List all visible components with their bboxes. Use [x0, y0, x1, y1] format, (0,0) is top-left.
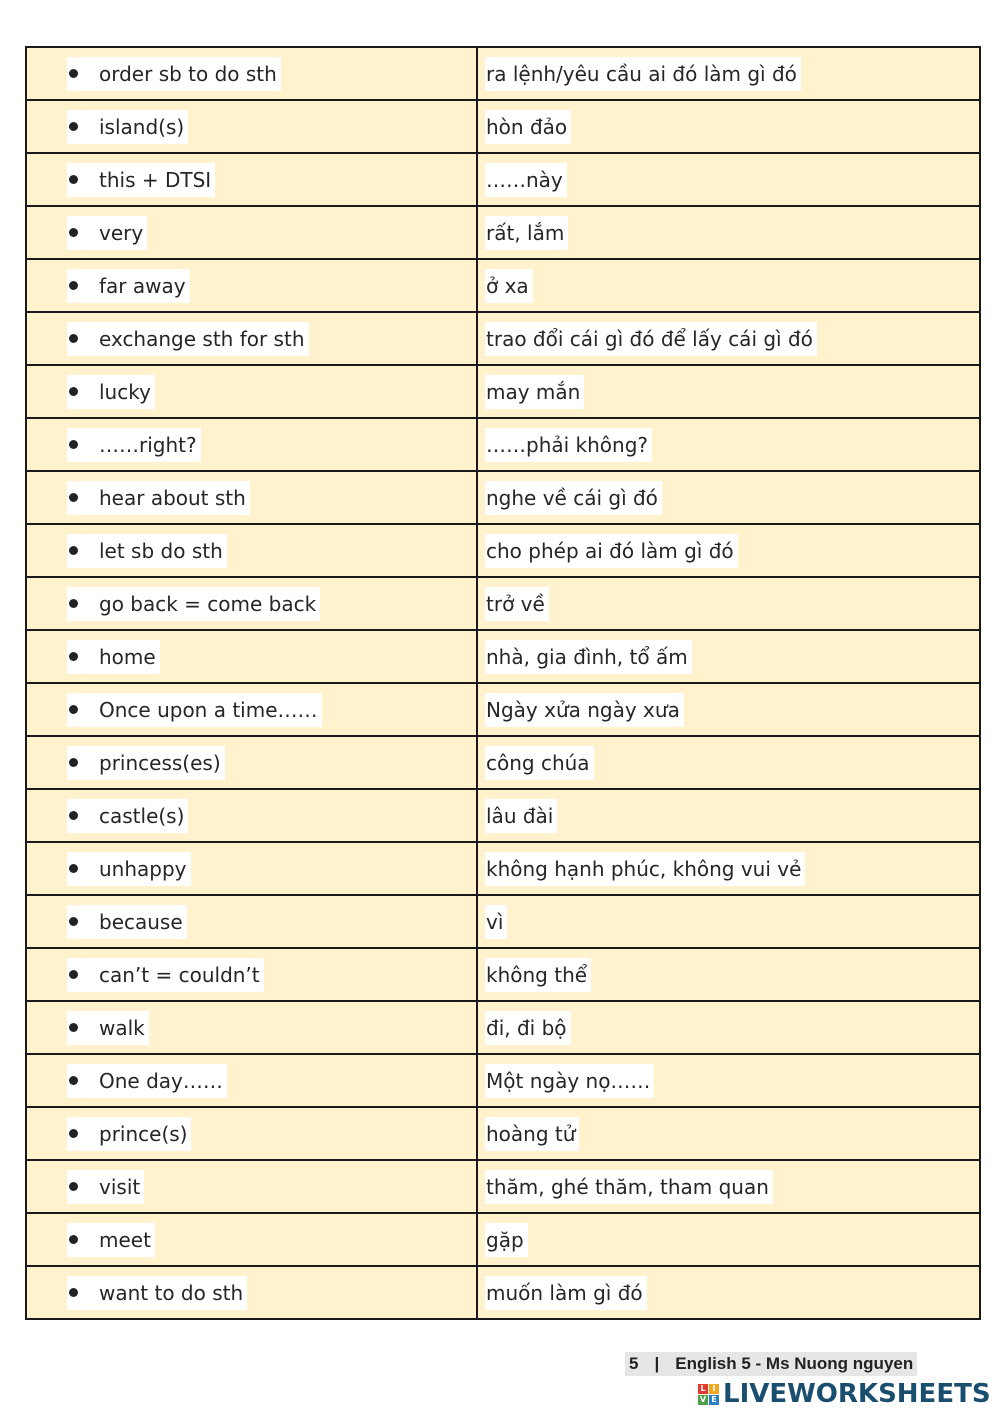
bullet-icon — [69, 917, 78, 926]
bullet-icon — [69, 1129, 78, 1138]
vietnamese-meaning: lâu đài — [485, 799, 557, 833]
vietnamese-meaning: không hạnh phúc, không vui vẻ — [485, 852, 805, 886]
english-term: walk — [99, 1015, 145, 1040]
table-row — [26, 1213, 980, 1266]
vietnamese-meaning: nghe về cái gì đó — [485, 481, 662, 515]
table-row — [26, 259, 980, 312]
vietnamese-meaning-cell — [477, 153, 980, 206]
bullet-icon — [69, 122, 78, 131]
english-term-cell — [26, 577, 477, 630]
english-term: this + DTSI — [99, 167, 212, 192]
vietnamese-meaning: hoàng tử — [485, 1117, 579, 1151]
vietnamese-meaning: thăm, ghé thăm, tham quan — [485, 1170, 773, 1204]
bullet-icon — [69, 1182, 78, 1191]
table-row — [26, 47, 980, 100]
english-term-cell — [26, 471, 477, 524]
vietnamese-meaning-cell — [477, 736, 980, 789]
english-term: castle(s) — [99, 803, 185, 828]
table-row — [26, 1001, 980, 1054]
vietnamese-meaning: gặp — [485, 1223, 528, 1257]
english-term: far away — [99, 273, 186, 298]
vietnamese-meaning-cell — [477, 47, 980, 100]
english-term-highlight — [67, 163, 215, 197]
english-term-cell — [26, 1001, 477, 1054]
english-term-cell — [26, 153, 477, 206]
vietnamese-meaning: ra lệnh/yêu cầu ai đó làm gì đó — [485, 57, 801, 91]
bullet-icon — [69, 599, 78, 608]
english-term-cell — [26, 524, 477, 577]
bullet-icon — [69, 387, 78, 396]
table-row — [26, 895, 980, 948]
vietnamese-meaning: trao đổi cái gì đó để lấy cái gì đó — [485, 322, 817, 356]
bullet-icon — [69, 1076, 78, 1085]
table-row — [26, 524, 980, 577]
vietnamese-meaning-cell — [477, 1054, 980, 1107]
english-term-cell — [26, 630, 477, 683]
table-row — [26, 153, 980, 206]
english-term-cell — [26, 1054, 477, 1107]
vietnamese-meaning: không thể — [485, 958, 591, 992]
english-term-cell — [26, 895, 477, 948]
english-term-highlight — [67, 746, 225, 780]
english-term-highlight — [67, 1276, 247, 1310]
table-row — [26, 630, 980, 683]
vietnamese-meaning-cell — [477, 365, 980, 418]
english-term-highlight — [67, 587, 320, 621]
english-term-cell — [26, 1213, 477, 1266]
table-row — [26, 1160, 980, 1213]
logo-letter: E — [709, 1395, 719, 1405]
english-term: Once upon a time…… — [99, 697, 318, 722]
footer-separator: | — [654, 1354, 660, 1373]
english-term-highlight — [67, 905, 187, 939]
page-footer — [625, 1352, 917, 1376]
english-term-cell — [26, 1160, 477, 1213]
english-term-highlight — [67, 1011, 149, 1045]
vietnamese-meaning: muốn làm gì đó — [485, 1276, 647, 1310]
english-term-cell — [26, 842, 477, 895]
vietnamese-meaning: ……phải không? — [485, 428, 652, 462]
table-row — [26, 948, 980, 1001]
english-term-highlight — [67, 799, 188, 833]
vietnamese-meaning: Một ngày nọ…… — [485, 1064, 654, 1098]
footer-title: English 5 - Ms Nuong nguyen — [675, 1354, 914, 1373]
english-term-cell — [26, 948, 477, 1001]
bullet-icon — [69, 758, 78, 767]
vietnamese-meaning-cell — [477, 418, 980, 471]
english-term-highlight — [67, 693, 322, 727]
english-term: meet — [99, 1227, 151, 1252]
english-term-cell — [26, 1107, 477, 1160]
logo-letter: V — [699, 1394, 707, 1404]
english-term-highlight — [67, 481, 250, 515]
bullet-icon — [69, 1288, 78, 1297]
vietnamese-meaning-cell — [477, 312, 980, 365]
english-term-highlight — [67, 269, 190, 303]
bullet-icon — [69, 69, 78, 78]
english-term-cell — [26, 259, 477, 312]
table-row — [26, 100, 980, 153]
vietnamese-meaning: cho phép ai đó làm gì đó — [485, 534, 738, 568]
vietnamese-meaning-cell — [477, 100, 980, 153]
vietnamese-meaning-cell — [477, 577, 980, 630]
english-term-cell — [26, 312, 477, 365]
english-term: very — [99, 220, 144, 245]
vietnamese-meaning-cell — [477, 630, 980, 683]
table-row — [26, 365, 980, 418]
table-row — [26, 206, 980, 259]
english-term: ……right? — [99, 432, 197, 457]
liveworksheets-brand[interactable] — [698, 1379, 991, 1409]
vietnamese-meaning: hòn đảo — [485, 110, 571, 144]
bullet-icon — [69, 493, 78, 502]
english-term: let sb do sth — [99, 538, 223, 563]
english-term-cell — [26, 100, 477, 153]
vietnamese-meaning: ……này — [485, 163, 567, 197]
vietnamese-meaning-cell — [477, 948, 980, 1001]
vietnamese-meaning: Ngày xửa ngày xưa — [485, 693, 684, 727]
english-term-highlight — [67, 534, 227, 568]
table-row — [26, 312, 980, 365]
english-term: princess(es) — [99, 750, 221, 775]
vietnamese-meaning-cell — [477, 683, 980, 736]
bullet-icon — [69, 864, 78, 873]
english-term: can’t = couldn’t — [99, 962, 260, 987]
vietnamese-meaning-cell — [477, 1160, 980, 1213]
vocabulary-table — [25, 46, 981, 1320]
english-term: lucky — [99, 379, 151, 404]
english-term-cell — [26, 206, 477, 259]
table-row — [26, 683, 980, 736]
vietnamese-meaning-cell — [477, 789, 980, 842]
bullet-icon — [69, 652, 78, 661]
vietnamese-meaning-cell — [477, 1213, 980, 1266]
english-term-highlight — [67, 216, 147, 250]
bullet-icon — [69, 228, 78, 237]
english-term-highlight — [67, 1117, 191, 1151]
english-term-highlight — [67, 1170, 144, 1204]
english-term-highlight — [67, 640, 160, 674]
bullet-icon — [69, 970, 78, 979]
table-row — [26, 736, 980, 789]
vietnamese-meaning: ở xa — [485, 269, 533, 303]
vietnamese-meaning: công chúa — [485, 746, 594, 780]
vietnamese-meaning: rất, lắm — [485, 216, 568, 250]
vietnamese-meaning-cell — [477, 1107, 980, 1160]
english-term-highlight — [67, 958, 264, 992]
brand-text: LIVEWORKSHEETS — [723, 1379, 991, 1409]
vietnamese-meaning-cell — [477, 259, 980, 312]
bullet-icon — [69, 546, 78, 555]
vietnamese-meaning: nhà, gia đình, tổ ấm — [485, 640, 692, 674]
english-term-cell — [26, 418, 477, 471]
vietnamese-meaning: vì — [485, 905, 507, 939]
english-term: unhappy — [99, 856, 187, 881]
logo-letter: L — [698, 1384, 708, 1394]
english-term-highlight — [67, 322, 309, 356]
vietnamese-meaning: may mắn — [485, 375, 584, 409]
bullet-icon — [69, 811, 78, 820]
english-term: want to do sth — [99, 1280, 244, 1305]
table-row — [26, 577, 980, 630]
table-row — [26, 842, 980, 895]
bullet-icon — [69, 334, 78, 343]
english-term: island(s) — [99, 114, 185, 139]
english-term-cell — [26, 789, 477, 842]
vietnamese-meaning-cell — [477, 524, 980, 577]
vietnamese-meaning-cell — [477, 842, 980, 895]
page-number: 5 — [629, 1354, 639, 1373]
english-term-cell — [26, 1266, 477, 1319]
table-row — [26, 1107, 980, 1160]
vietnamese-meaning-cell — [477, 471, 980, 524]
english-term: prince(s) — [99, 1121, 188, 1146]
english-term: home — [99, 644, 156, 669]
english-term-highlight — [67, 375, 155, 409]
english-term: visit — [99, 1174, 141, 1199]
bullet-icon — [69, 281, 78, 290]
table-row — [26, 471, 980, 524]
logo-letter: I — [709, 1384, 719, 1394]
english-term-highlight — [67, 852, 191, 886]
english-term: hear about sth — [99, 485, 246, 510]
bullet-icon — [69, 1235, 78, 1244]
english-term-highlight — [67, 1064, 227, 1098]
vietnamese-meaning-cell — [477, 1266, 980, 1319]
table-row — [26, 1266, 980, 1319]
english-term: One day…… — [99, 1068, 223, 1093]
english-term-cell — [26, 47, 477, 100]
english-term: order sb to do sth — [99, 61, 277, 86]
vietnamese-meaning-cell — [477, 1001, 980, 1054]
table-row — [26, 418, 980, 471]
table-row — [26, 1054, 980, 1107]
vietnamese-meaning: trở về — [485, 587, 549, 621]
english-term: exchange sth for sth — [99, 326, 305, 351]
english-term-highlight — [67, 1223, 155, 1257]
english-term: go back = come back — [99, 591, 317, 616]
english-term-highlight — [67, 110, 188, 144]
english-term-highlight — [67, 57, 281, 91]
bullet-icon — [69, 1023, 78, 1032]
bullet-icon — [69, 705, 78, 714]
table-row — [26, 789, 980, 842]
vietnamese-meaning: đi, đi bộ — [485, 1011, 571, 1045]
bullet-icon — [69, 175, 78, 184]
english-term: because — [99, 909, 183, 934]
liveworksheets-logo-icon — [698, 1384, 719, 1405]
vietnamese-meaning-cell — [477, 895, 980, 948]
english-term-cell — [26, 736, 477, 789]
english-term-cell — [26, 365, 477, 418]
english-term-cell — [26, 683, 477, 736]
vietnamese-meaning-cell — [477, 206, 980, 259]
english-term-highlight — [67, 428, 201, 462]
bullet-icon — [69, 440, 78, 449]
